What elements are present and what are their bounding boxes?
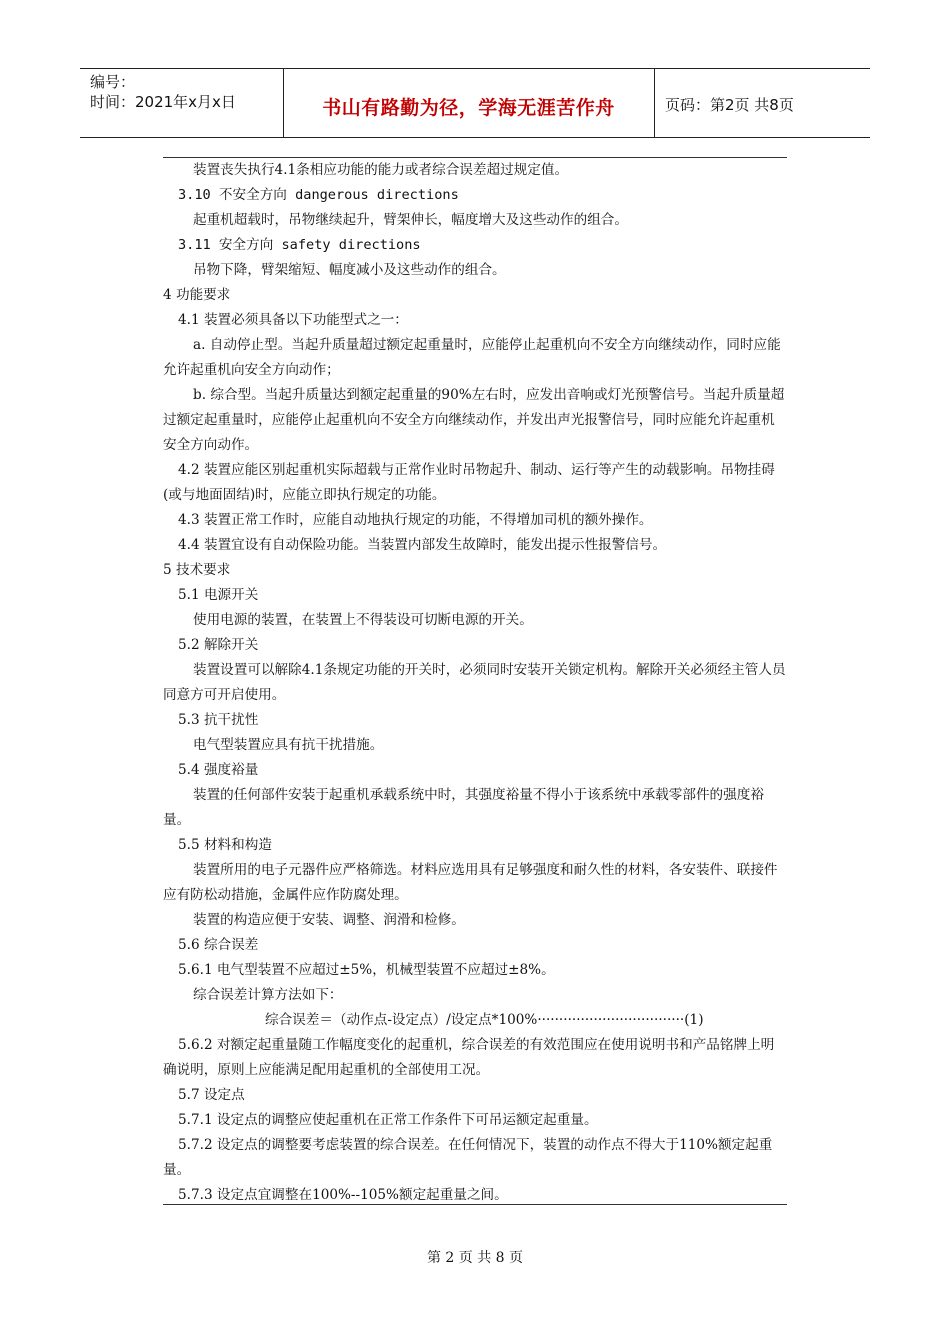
header-page-number: 页码：第2页 共8页 <box>665 96 794 114</box>
header-info-cell <box>80 69 284 137</box>
formula: 综合误差＝（动作点-设定点）/设定点*100%··································(1) <box>265 1012 704 1028</box>
paragraph: 起重机超载时，吊物继续起升，臂架伸长，幅度增大及这些动作的组合。 <box>193 212 628 228</box>
paragraph: 装置丧失执行4.1条相应功能的能力或者综合误差超过规定值。 <box>193 162 569 178</box>
paragraph: b. 综合型。当起升质量达到额定起重量的90%左右时，应发出音响或灯光预警信号。当起升质量超过额定起重量时，应能停止起重机向不安全方向继续动作，并发出声光报警信号，同时应能允许起重机安全方向动作。 <box>163 387 785 453</box>
serial-label: 编号： <box>90 73 136 91</box>
paragraph: 5.7.1 设定点的调整应使起重机在正常工作条件下可吊运额定起重量。 <box>178 1112 598 1128</box>
paragraph: 5.7.2 设定点的调整要考虑装置的综合误差。在任何情况下，装置的动作点不得大于110%额定起重量。 <box>163 1137 773 1178</box>
chapter-heading: 4 功能要求 <box>163 287 231 303</box>
date-label: 时间：2021年x月x日 <box>90 93 236 111</box>
page-header <box>80 68 870 138</box>
header-page-cell <box>655 69 870 137</box>
paragraph: 5.6.1 电气型装置不应超过±5%，机械型装置不应超过±8%。 <box>178 962 555 978</box>
header-motto-cell <box>283 69 655 137</box>
page-footer: 第 2 页 共 8 页 <box>426 1250 524 1266</box>
paragraph: 4.3 装置正常工作时，应能自动地执行规定的功能，不得增加司机的额外操作。 <box>178 512 653 528</box>
motto: 书山有路勤为径，学海无涯苦作舟 <box>322 97 615 119</box>
document-body <box>163 158 787 1208</box>
section-heading: 3.10 不安全方向 dangerous directions <box>178 187 459 203</box>
paragraph: 装置的任何部件安装于起重机承载系统中时，其强度裕量不得小于该系统中承载零部件的强度裕量。 <box>163 787 764 828</box>
paragraph: 吊物下降，臂架缩短、幅度减小及这些动作的组合。 <box>193 262 506 278</box>
paragraph: 综合误差计算方法如下： <box>193 987 343 1003</box>
paragraph: 装置所用的电子元器件应严格筛选。材料应选用具有足够强度和耐久性的材料，各安装件、联接件应有防松动措施，金属件应作防腐处理。 <box>163 862 778 903</box>
bottom-rule <box>163 1204 787 1205</box>
paragraph: 5.6.2 对额定起重量随工作幅度变化的起重机，综合误差的有效范围应在使用说明书和产品铭牌上明确说明，原则上应能满足配用起重机的全部使用工况。 <box>163 1037 775 1078</box>
section-heading: 5.6 综合误差 <box>178 937 259 953</box>
paragraph: 5.7.3 设定点宜调整在100%--105%额定起重量之间。 <box>178 1187 508 1203</box>
section-heading: 3.11 安全方向 safety directions <box>178 237 421 253</box>
section-heading: 5.7 设定点 <box>178 1087 245 1103</box>
paragraph: 4.2 装置应能区别起重机实际超载与正常作业时吊物起升、制动、运行等产生的动载影响。吊物挂碍(或与地面固结)时，应能立即执行规定的功能。 <box>163 462 775 503</box>
section-heading: 4.1 装置必须具备以下功能型式之一： <box>178 312 408 328</box>
section-heading: 5.3 抗干扰性 <box>178 712 259 728</box>
paragraph: a. 自动停止型。当起升质量超过额定起重量时，应能停止起重机向不安全方向继续动作，同时应能允许起重机向安全方向动作； <box>163 337 781 378</box>
paragraph: 装置设置可以解除4.1条规定功能的开关时，必须同时安装开关锁定机构。解除开关必须经主管人员同意方可开启使用。 <box>163 662 786 703</box>
section-heading: 5.5 材料和构造 <box>178 837 272 853</box>
paragraph: 4.4 装置宜设有自动保险功能。当装置内部发生故障时，能发出提示性报警信号。 <box>178 537 667 553</box>
section-heading: 5.1 电源开关 <box>178 587 259 603</box>
paragraph: 电气型装置应具有抗干扰措施。 <box>193 737 384 753</box>
section-heading: 5.2 解除开关 <box>178 637 259 653</box>
paragraph: 使用电源的装置，在装置上不得装设可切断电源的开关。 <box>193 612 533 628</box>
paragraph: 装置的构造应便于安装、调整、润滑和检修。 <box>193 912 465 928</box>
section-heading: 5.4 强度裕量 <box>178 762 259 778</box>
chapter-heading: 5 技术要求 <box>163 562 231 578</box>
